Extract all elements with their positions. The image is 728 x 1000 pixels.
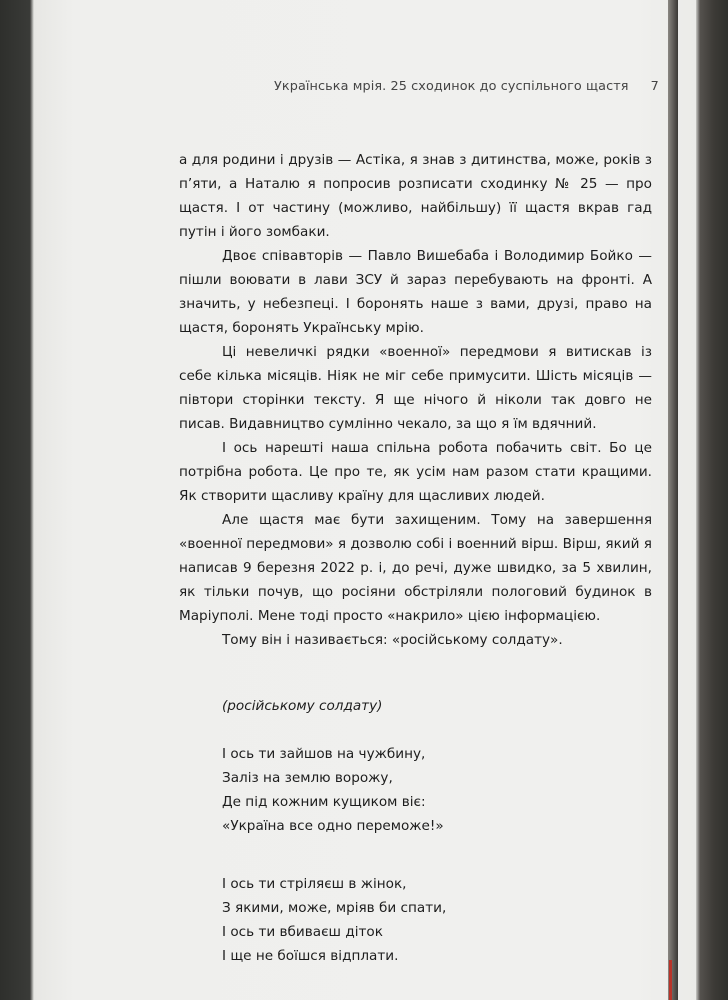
book-cover-edge [669, 960, 672, 1000]
poem-line: І ось ти вбиваєш діток [222, 924, 383, 940]
page-number: 7 [650, 79, 659, 94]
body-text [179, 148, 652, 968]
poem-line: І ще не боїшся відплати. [222, 948, 399, 964]
page-edge-shadow [668, 0, 678, 1000]
poem-line: Заліз на землю ворожу, [222, 770, 393, 786]
poem-stanza-2 [179, 872, 652, 968]
page-sheet [34, 0, 696, 1000]
paragraph-4: І ось нарешті наша спільна робота побачить світ. Бо це потрібна робота. Це про те, як усім нам разом стати кращими. Як створити щасливу країну для щасливих людей. [179, 440, 652, 504]
poem-stanza-1 [179, 742, 652, 838]
running-header [274, 79, 659, 94]
poem-line: І ось ти стріляєш в жінок, [222, 876, 407, 892]
poem-title: (російському солдату) [222, 698, 383, 714]
poem-line: З якими, може, мріяв би спати, [222, 900, 447, 916]
paragraph-1: а для родини і друзів — Астіка, я знав з дитинства, може, років з п’яти, а Наталю я попросив розписати сходинку № 25 — про щастя. І от частину (можливо, найбільшу) її щастя вкрав гад путін і його зомбаки. [179, 152, 652, 240]
paragraph-6: Тому він і називається: «російському солдату». [222, 632, 563, 648]
paragraph-3: Ці невеличкі рядки «военної» передмови я витискав із себе кілька місяців. Ніяк не міг себе примусити. Шість місяців — півтори сторінки тексту. Я ще нічого й ніколи так довго не писав. Видавництво сумлінно чекало, за що я їм вдячний. [179, 344, 652, 432]
poem-line: «Україна все одно переможе!» [222, 818, 444, 834]
poem-line: Де під кожним кущиком віє: [222, 794, 426, 810]
paragraph-5: Але щастя має бути захищеним. Тому на завершення «военної передмови» я дозволю собі і военний вірш. Вірш, який я написав 9 березня 2022 р. і, до речі, дуже швидко, за 5 хвилин, як тільки почув, що росіяни обстріляли пологовий будинок в Маріуполі. Мене тоді просто «накрило» цією інформацією. [179, 512, 652, 624]
poem-line: І ось ти зайшов на чужбину, [222, 746, 426, 762]
running-title: Українська мрія. 25 сходинок до суспільного щастя [274, 79, 629, 94]
paragraph-2: Двоє співавторів — Павло Вишебаба і Володимир Бойко — пішли воювати в лави ЗСУ й зараз перебувають на фронті. А значить, у небезпеці. І боронять наше з вами, друзі, право на щастя, боронять Українську мрію. [179, 248, 652, 336]
